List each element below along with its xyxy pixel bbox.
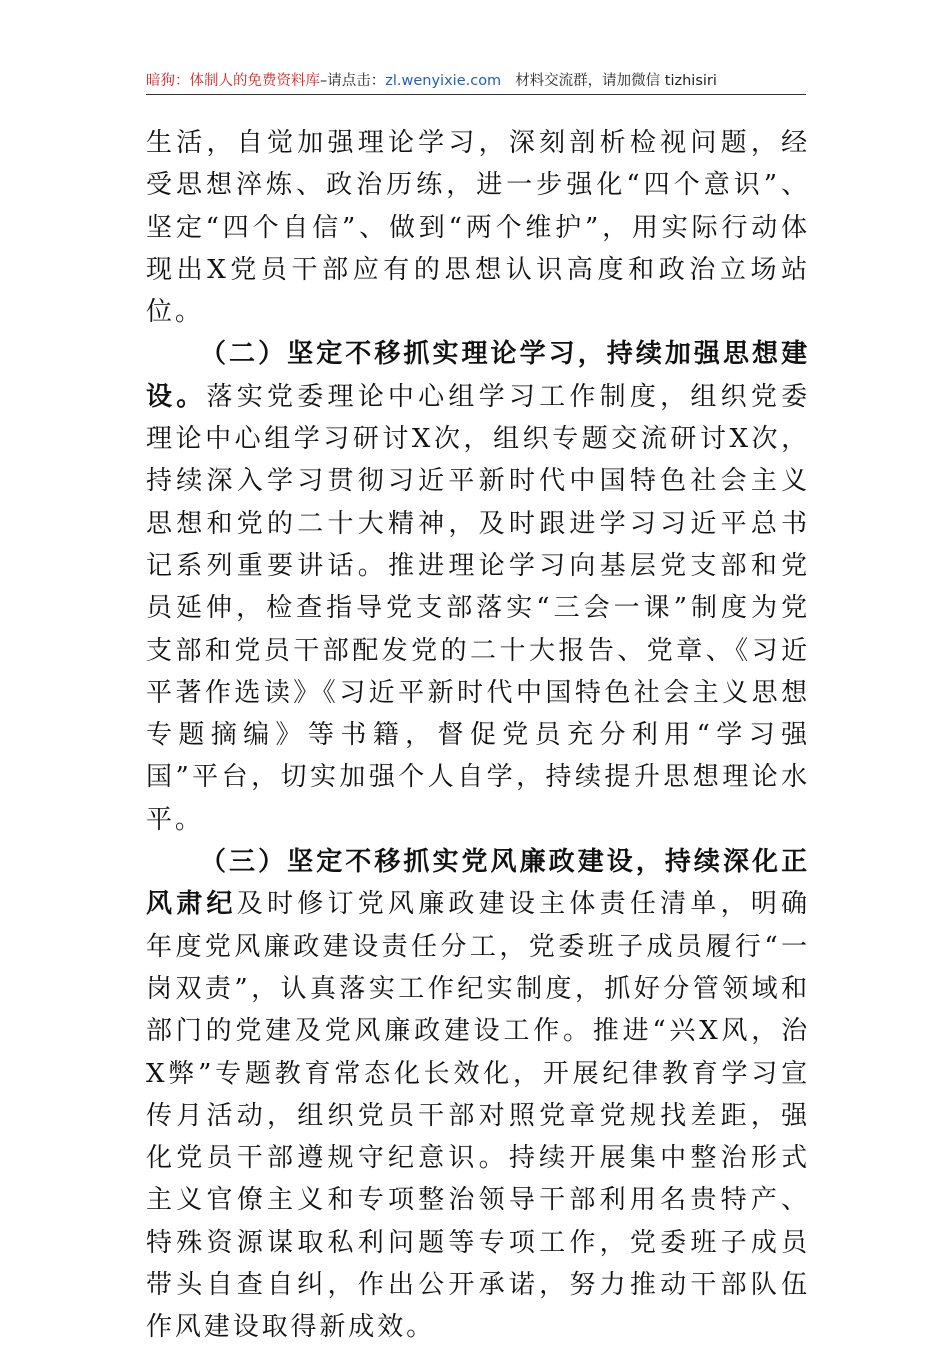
document-body [146,122,810,1349]
page-header [146,70,806,92]
header-brand: 暗狗：体制人的免费资料库 [146,73,320,89]
paragraph-theory-study [146,333,810,841]
paragraph-continuation [146,122,810,333]
header-separator: –请点击： [320,73,386,89]
paragraph-heading: （三）坚定不移抓实党风廉政建设，持续深化正风肃纪 [146,847,810,920]
header-wechat: 材料交流群，请加微信 tizhisiri [515,73,717,89]
paragraph-text: 落实党委理论中心组学习工作制度，组织党委理论中心组学习研讨X次，组织专题交流研讨X次，持续深入学习贯彻习近平新时代中国特色社会主义思想和党的二十大精神，及时跟进学习习近平总书记系列重要讲话。推进理论学习向基层党支部和党员延伸，检查指导党支部落实“三会一课”制度为党支部和党员干部配发党的二十大报告、党章、《习近平著作选读》《习近平新时代中国特色社会主义思想专题摘编》等书籍，督促党员充分利用“学习强国”平台，切实加强个人自学，持续提升思想理论水平。 [146,381,810,835]
paragraph-text: 及时修订党风廉政建设主体责任清单，明确年度党风廉政建设责任分工，党委班子成员履行“一岗双责”，认真落实工作纪实制度，抓好分管领域和部门的党建及党风廉政建设工作。推进“兴X风，治X弊”专题教育常态化长效化，开展纪律教育学习宣传月活动，组织党员干部对照党章党规找差距，强化党员干部遵规守纪意识。持续开展集中整治形式主义官僚主义和专项整治领导干部利用名贵特产、特殊资源谋取私利问题等专项工作，党委班子成员带头自查自纠，作出公开承诺，努力推动干部队伍作风建设取得新成效。 [146,889,810,1343]
header-divider [146,94,806,95]
header-link[interactable]: zl.wenyixie.com [385,73,502,89]
paragraph-integrity [146,841,810,1349]
paragraph-heading: （二）坚定不移抓实理论学习，持续加强思想建设。 [146,339,810,412]
paragraph-text: 生活，自觉加强理论学习，深刻剖析检视问题，经受思想淬炼、政治历练，进一步强化“四个意识”、坚定“四个自信”、做到“两个维护”，用实际行动体现出X党员干部应有的思想认识高度和政治立场站位。 [146,128,810,328]
